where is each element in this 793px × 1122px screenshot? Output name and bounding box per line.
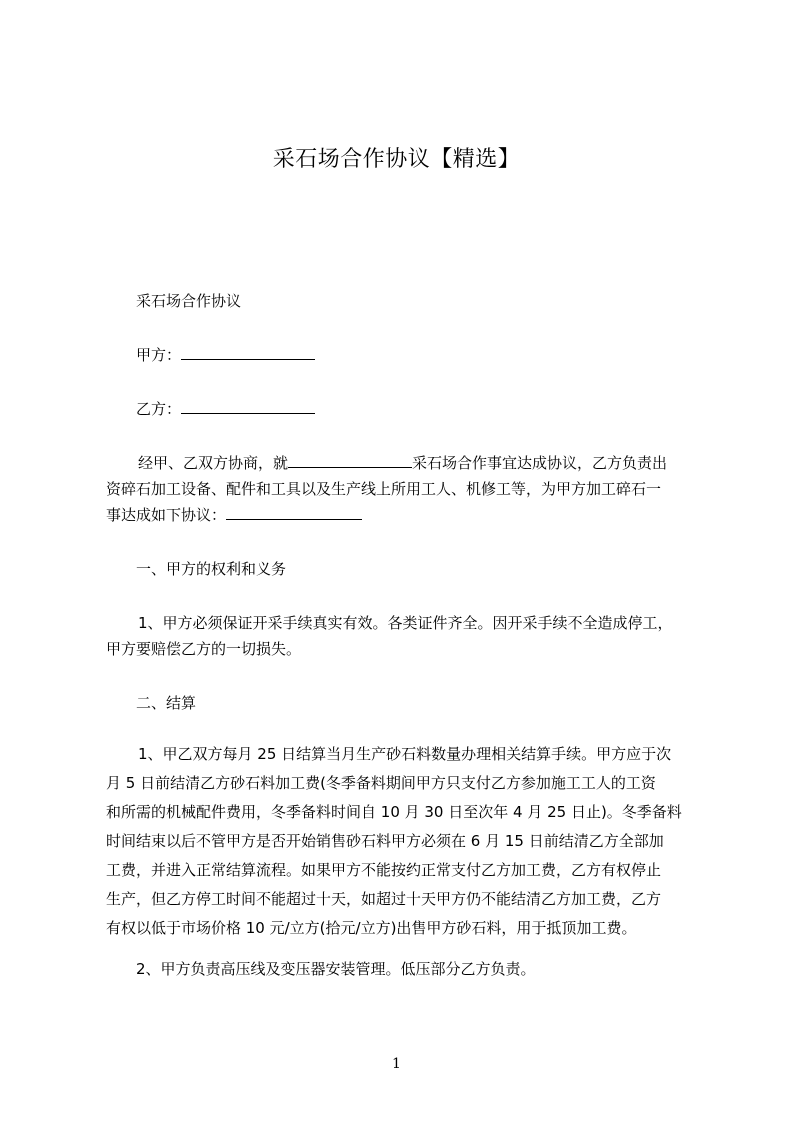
intro-line-1 [106, 450, 700, 476]
section1-heading-text: 一、甲方的权利和义务 [136, 560, 287, 578]
section1-item1 [106, 610, 700, 662]
intro-line3-text: 事达成如下协议： [106, 506, 227, 524]
party-a-line [106, 342, 700, 368]
section2-item1-line: 1、甲乙双方每月 25 日结算当月生产砂石料数量办理相关结算手续。甲方应于次 [138, 745, 672, 763]
intro-line1-post: 采石场合作事宜达成协议，乙方负责出 [412, 454, 668, 472]
section2-item2-text: 2、甲方负责高压线及变压器安装管理。低压部分乙方负责。 [136, 960, 536, 978]
section1-item1-line2: 甲方要赔偿乙方的一切损失。 [106, 640, 302, 658]
intro-blank [288, 453, 412, 468]
party-b-line [106, 396, 700, 422]
party-a-label: 甲方： [136, 346, 182, 364]
page-number: 1 [392, 1056, 401, 1072]
intro-line3-blank [226, 505, 362, 520]
section1-item1-line1: 1、甲方必须保证开采手续真实有效。各类证件齐全。因开采手续不全造成停工， [138, 614, 673, 632]
section2-heading-text: 二、结算 [136, 694, 197, 712]
intro-line1-pre: 经甲、乙双方协商，就 [138, 454, 289, 472]
section2-item1-line: 有权以低于市场价格 10 元/立方(拾元/立方)出售甲方砂石料，用于抵顶加工费。 [106, 919, 637, 937]
document-title: 采石场合作协议【精选】 [272, 147, 521, 172]
section2-item1-line: 月 5 日前结清乙方砂石料加工费(冬季备料期间甲方只支付乙方参加施工工人的工资 [106, 774, 656, 792]
intro-paragraph [106, 450, 700, 528]
subtitle [106, 288, 700, 314]
section2-item1 [106, 740, 700, 943]
party-a-blank [181, 345, 315, 360]
section2-item1-line: 时间结束以后不管甲方是否开始销售砂石料甲方必须在 6 月 15 日前结清乙方全部加 [106, 832, 664, 850]
section2-heading [106, 690, 700, 716]
party-b-blank [181, 399, 315, 414]
party-b-row [106, 396, 700, 422]
intro-line-2: 资碎石加工设备、配件和工具以及生产线上所用工人、机修工等，为甲方加工碎石一 [106, 480, 662, 498]
section2-item1-line: 工费，并进入正常结算流程。如果甲方不能按约正常支付乙方加工费，乙方有权停止 [106, 861, 662, 879]
party-a-row [106, 342, 700, 368]
section2-item1-line: 和所需的机械配件费用，冬季备料时间自 10 月 30 日至次年 4 月 25 日止)。冬季备料 [106, 803, 682, 821]
subtitle-text: 采石场合作协议 [136, 292, 242, 310]
intro-line-3 [106, 502, 700, 528]
section1-heading [106, 556, 700, 582]
party-b-label: 乙方： [136, 400, 182, 418]
section2-item1-line: 生产，但乙方停工时间不能超过十天，如超过十天甲方仍不能结清乙方加工费，乙方 [106, 890, 662, 908]
section2-item2 [106, 956, 700, 982]
